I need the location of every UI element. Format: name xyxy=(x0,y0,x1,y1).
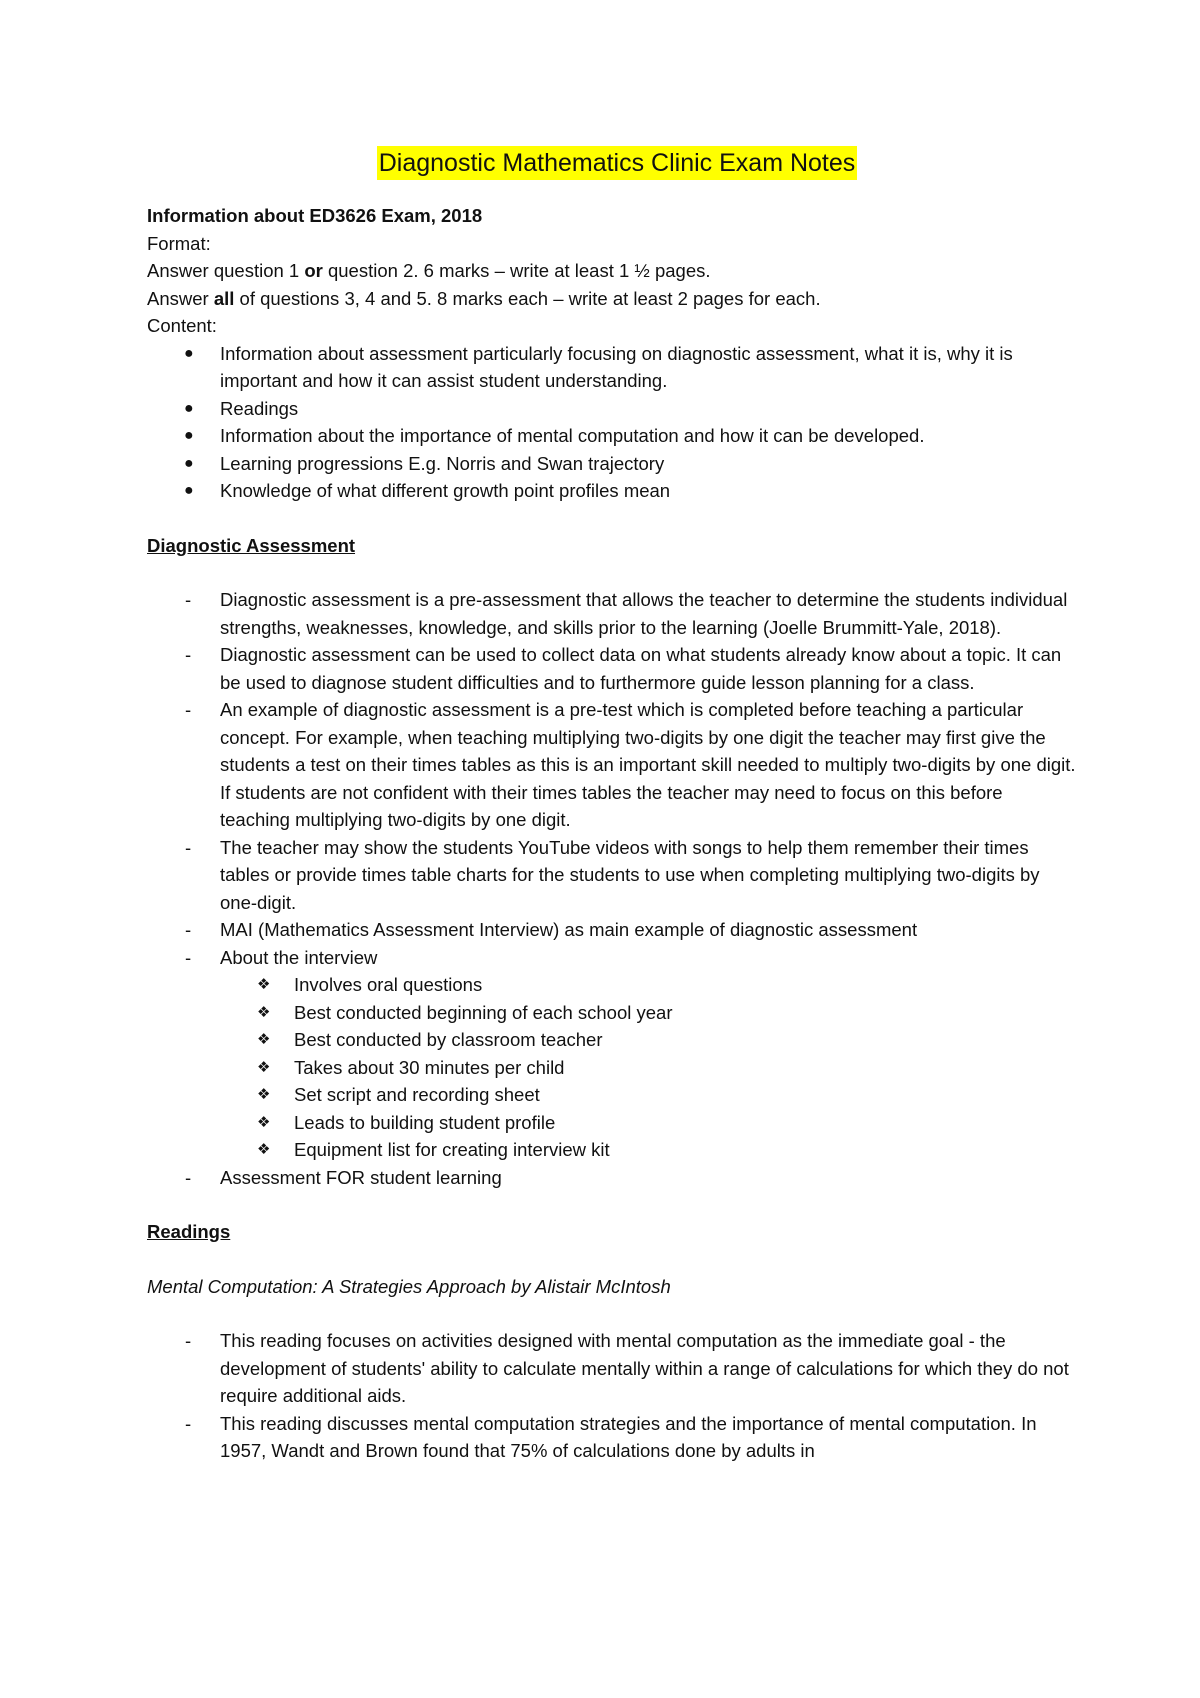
q12-pre: Answer question 1 xyxy=(147,260,305,281)
q12-post: question 2. 6 marks – write at least 1 ½ pages. xyxy=(322,260,711,281)
list-item-text: Information about assessment particularly focusing on diagnostic assessment, what it is, why it is important and how it can assist student understanding. xyxy=(220,342,1013,391)
diamond-bullet-icon: ❖ xyxy=(257,1003,271,1021)
list-item-text: About the interview xyxy=(220,946,378,968)
sublist-item-text: Leads to building student profile xyxy=(294,1111,556,1133)
readings-heading: Readings xyxy=(147,1221,231,1242)
list-item-text: Diagnostic assessment is a pre-assessment that allows the teacher to determine the students individual strengths, weaknesses, knowledge, and skills prior to the learning (Joelle Brummitt-Yale, 2018). xyxy=(220,589,1068,638)
diagnostic-list-end xyxy=(147,1164,1077,1192)
list-item xyxy=(147,422,1077,450)
list-item-text: The teacher may show the students YouTube videos with songs to help them remember their times tables or provide times table charts for the students to use when completing multiplying two-digits by one-digit. xyxy=(220,836,1040,913)
dash-icon: - xyxy=(185,836,192,858)
sublist-item-text: Involves oral questions xyxy=(294,974,483,995)
sublist-item-text: Best conducted beginning of each school year xyxy=(294,1001,673,1023)
readings-list xyxy=(147,1327,1077,1465)
page-title: Diagnostic Mathematics Clinic Exam Notes xyxy=(377,146,858,180)
q345-post: of questions 3, 4 and 5. 8 marks each – write at least 2 pages for each. xyxy=(234,287,821,309)
dash-icon: - xyxy=(185,919,192,940)
dash-icon: - xyxy=(185,644,192,665)
sublist-item-text: Takes about 30 minutes per child xyxy=(294,1056,565,1078)
list-item xyxy=(147,834,1077,917)
question-1-2-instruction xyxy=(147,257,1077,285)
list-item xyxy=(147,586,1077,641)
diamond-bullet-icon: ❖ xyxy=(257,1058,271,1076)
sublist-item xyxy=(147,999,1077,1027)
list-item xyxy=(147,477,1077,505)
bullet-dot-icon: ● xyxy=(184,482,194,499)
dash-icon: - xyxy=(185,1330,192,1351)
q12-or: or xyxy=(304,260,323,281)
list-item xyxy=(147,1410,1077,1465)
list-item xyxy=(147,1327,1077,1410)
exam-info-heading: Information about ED3626 Exam, 2018 xyxy=(147,205,483,226)
list-item-text: Learning progressions E.g. Norris and Swan trajectory xyxy=(220,452,665,474)
list-item-text: MAI (Mathematics Assessment Interview) as main example of diagnostic assessment xyxy=(220,919,918,940)
dash-icon: - xyxy=(185,699,192,720)
sublist-item-text: Best conducted by classroom teacher xyxy=(294,1029,603,1050)
list-item xyxy=(147,450,1077,478)
q345-all: all xyxy=(213,287,235,309)
list-item xyxy=(147,340,1077,395)
list-item-text: Information about the importance of mental computation and how it can be developed. xyxy=(220,425,925,446)
sublist-item xyxy=(147,1081,1077,1109)
sublist-item xyxy=(147,1136,1077,1164)
diagnostic-assessment-heading: Diagnostic Assessment xyxy=(147,534,356,556)
sublist-item xyxy=(147,1054,1077,1082)
list-item-text: Readings xyxy=(220,397,299,419)
document-page xyxy=(147,146,1077,1465)
bullet-dot-icon: ● xyxy=(184,399,194,417)
format-label: Format: xyxy=(147,232,211,254)
list-item xyxy=(147,944,1077,972)
dash-icon: - xyxy=(185,589,192,610)
dash-icon: - xyxy=(185,946,192,968)
list-item-text: An example of diagnostic assessment is a pre-test which is completed before teaching a particular concept. For example, when teaching multiplying two-digits by one digit the teacher may first give the students a test on their times tables as this is an important skill needed to multiply two-digits by one digit. If students are not confident with their times tables the teacher may need to focus on this before teaching multiplying two-digits by one digit. xyxy=(220,699,1076,830)
list-item-text: Assessment FOR student learning xyxy=(220,1166,502,1188)
diamond-bullet-icon: ❖ xyxy=(257,976,271,993)
list-item-text: Knowledge of what different growth point profiles mean xyxy=(220,480,671,501)
list-item xyxy=(147,641,1077,696)
list-item-text: Diagnostic assessment can be used to collect data on what students already know about a topic. It can be used to diagnose student difficulties and to furthermore guide lesson planning for a class. xyxy=(220,644,1062,693)
bullet-dot-icon: ● xyxy=(184,454,194,472)
sublist-item-text: Set script and recording sheet xyxy=(294,1084,540,1105)
diagnostic-list xyxy=(147,586,1077,971)
question-3-4-5-instruction xyxy=(147,285,1077,313)
diamond-bullet-icon: ❖ xyxy=(257,1031,271,1048)
content-label: Content: xyxy=(147,315,217,336)
interview-sublist xyxy=(147,971,1077,1164)
diamond-bullet-icon: ❖ xyxy=(257,1141,271,1158)
diamond-bullet-icon: ❖ xyxy=(257,1086,271,1103)
sublist-item xyxy=(147,1109,1077,1137)
title-wrap xyxy=(147,146,1077,180)
list-item xyxy=(147,696,1077,834)
bullet-dot-icon: ● xyxy=(184,427,194,444)
dash-icon: - xyxy=(185,1412,192,1434)
list-item-text: This reading discusses mental computation strategies and the importance of mental computation. In 1957, Wandt and Brown found that 75% of calculations done by adults in xyxy=(220,1412,1037,1461)
sublist-item xyxy=(147,1026,1077,1054)
dash-icon: - xyxy=(185,1166,192,1188)
q345-pre: Answer xyxy=(147,287,214,309)
list-item xyxy=(147,395,1077,423)
content-list xyxy=(147,340,1077,505)
list-item xyxy=(147,916,1077,944)
list-item xyxy=(147,1164,1077,1192)
sublist-item-text: Equipment list for creating interview kit xyxy=(294,1139,610,1160)
reading-title: Mental Computation: A Strategies Approach by Alistair McIntosh xyxy=(147,1275,671,1297)
sublist-item xyxy=(147,971,1077,999)
diamond-bullet-icon: ❖ xyxy=(257,1113,271,1131)
bullet-dot-icon: ● xyxy=(184,344,194,362)
list-item-text: This reading focuses on activities designed with mental computation as the immediate goal - the development of students' ability to calculate mentally within a range of calculations for which they do not require additional aids. xyxy=(220,1330,1069,1406)
